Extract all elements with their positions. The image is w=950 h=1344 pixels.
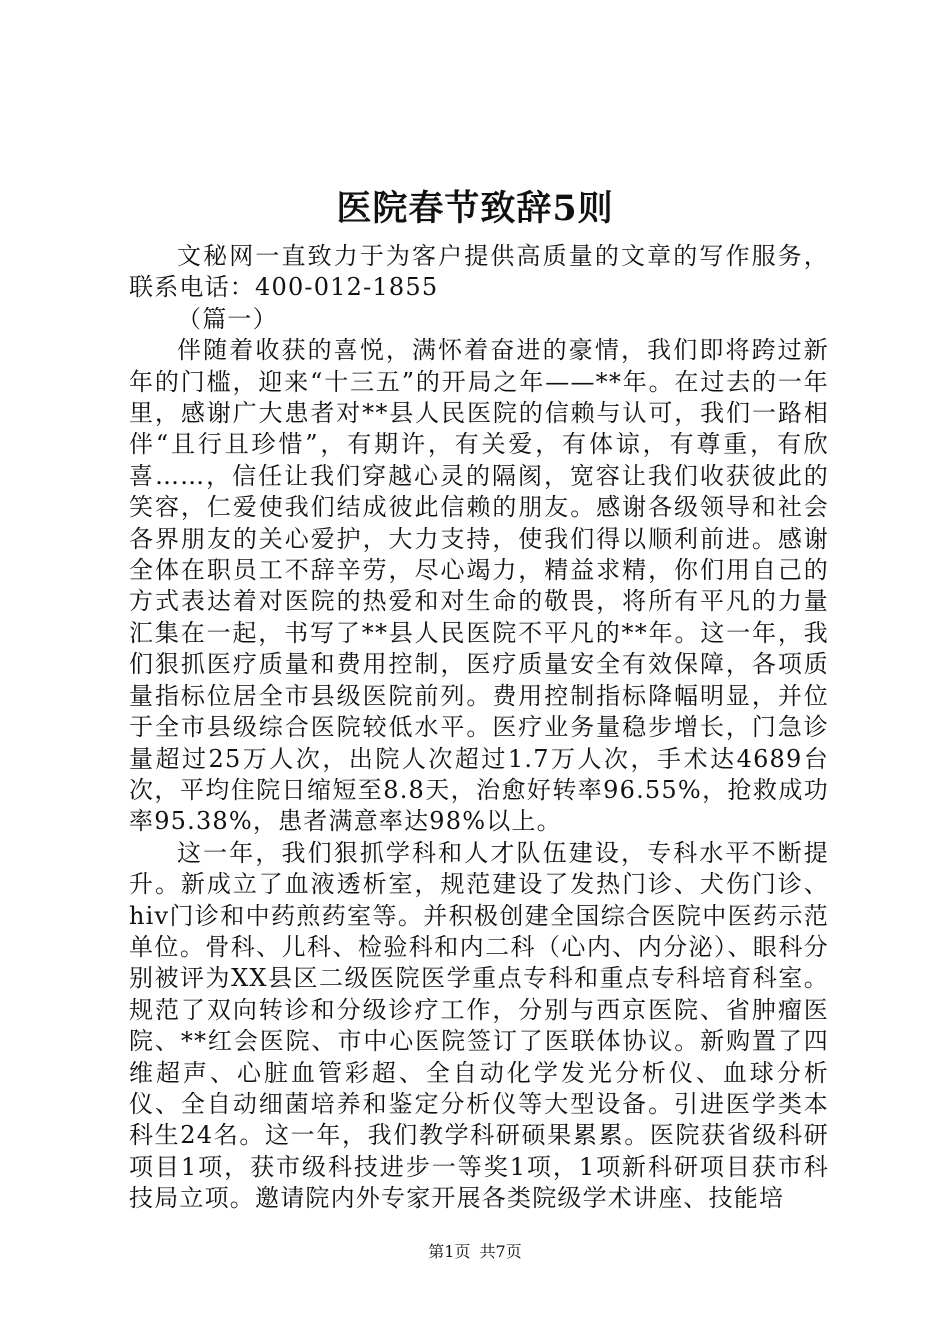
paragraph-1: 伴随着收获的喜悦，满怀着奋进的豪情，我们即将跨过新年的门槛，迎来“十三五”的开局之年——**年。在过去的一年里，感谢广大患者对**县人民医院的信赖与认可，我们一路相伴“且行且珍惜”，有期许，有关爱，有体谅，有尊重，有欣喜……，信任让我们穿越心灵的隔阂，宽容让我们收获彼此的笑容，仁爱使我们结成彼此信赖的朋友。感谢各级领导和社会各界朋友的关心爱护，大力支持，使我们得以顺利前进。感谢全体在职员工不辞辛劳，尽心竭力，精益求精，你们用自己的方式表达着对医院的热爱和对生命的敬畏，将所有平凡的力量汇集在一起，书写了**县人民医院不平凡的**年。这一年，我们狠抓医疗质量和费用控制，医疗质量安全有效保障，各项质量指标位居全市县级医院前列。费用控制指标降幅明显，并位于全市县级综合医院较低水平。医疗业务量稳步增长，门急诊量超过25万人次，出院人次超过1.7万人次，手术达4689台次，平均住院日缩短至8.8天，治愈好转率96.55%，抢救成功率95.38%，患者满意率达98%以上。 — [129, 336, 829, 836]
page-total: 共7页 — [479, 1242, 522, 1261]
document-title: 医院春节致辞5则 — [336, 188, 614, 229]
paragraph-2: 这一年，我们狠抓学科和人才队伍建设，专科水平不断提升。新成立了血液透析室，规范建设了发热门诊、犬伤门诊、hiv门诊和中药煎药室等。并积极创建全国综合医院中医药示范单位。骨科、儿科、检验科和内二科（心内、内分泌）、眼科分别被评为XX县区二级医院医学重点专科和重点专科培育科室。规范了双向转诊和分级诊疗工作，分别与西京医院、省肿瘤医院、**红会医院、市中心医院签订了医联体协议。新购置了四维超声、心脏血管彩超、全自动化学发光分析仪、血球分析仪、全自动细菌培养和鉴定分析仪等大型设备。引进医学类本科生24名。这一年，我们教学科研硕果累累。医院获省级科研项目1项，获市级科技进步一等奖1项，1项新科研项目获市科技局立项。邀请院内外专家开展各类院级学术讲座、技能培 — [129, 838, 829, 1213]
paragraph-intro: 文秘网一直致力于为客户提供高质量的文章的写作服务，联系电话：400-012-1855 — [129, 242, 829, 302]
paragraph-section-label: （篇一） — [177, 304, 278, 333]
page-number: 第1页 — [428, 1242, 471, 1261]
page-footer — [0, 1240, 950, 1264]
document-body — [129, 241, 829, 1215]
